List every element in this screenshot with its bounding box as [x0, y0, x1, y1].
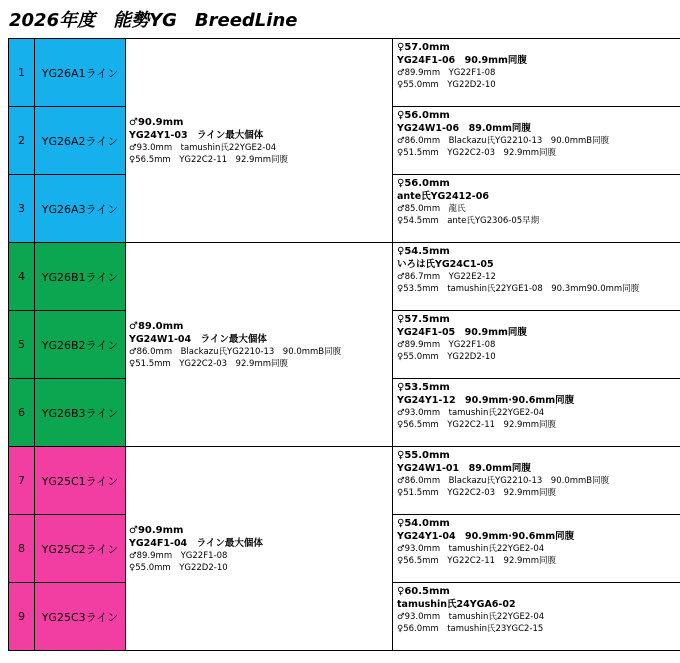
dam-mother: ♀51.5mm YG22C2-03 92.9mm同腹 — [397, 488, 557, 498]
dam-id: いろは氏YG24C1-05 — [397, 259, 494, 270]
breedline-table — [8, 38, 680, 651]
sire-mother: ♀55.0mm YG22D2-10 — [129, 562, 228, 573]
sire-mother: ♀56.5mm YG22C2-11 92.9mm同腹 — [129, 154, 289, 165]
sire-cell — [126, 243, 393, 447]
line-name: YG25C3ライン — [35, 583, 126, 651]
dam-cell — [393, 175, 680, 243]
sire-id: YG24F1-04 ライン最大個体 — [129, 537, 263, 549]
line-name: YG26A2ライン — [35, 107, 126, 175]
line-name: YG26B2ライン — [35, 311, 126, 379]
sire-cell — [126, 39, 393, 243]
dam-size: ♀53.5mm — [397, 382, 450, 393]
line-number: 5 — [9, 311, 35, 379]
dam-father: ♂93.0mm tamushin氏22YGE2-04 — [397, 612, 545, 622]
dam-mother: ♀54.5mm ante氏YG2306-05早期 — [397, 216, 540, 226]
dam-father: ♂86.0mm Blackazu氏YG2210-13 90.0mmB同腹 — [397, 136, 610, 146]
dam-father: ♂93.0mm tamushin氏22YGE2-04 — [397, 408, 545, 418]
dam-size: ♀55.0mm — [397, 450, 450, 461]
sire-father: ♂86.0mm Blackazu氏YG2210-13 90.0mmB同腹 — [129, 346, 342, 357]
sire-mother: ♀51.5mm YG22C2-03 92.9mm同腹 — [129, 358, 289, 369]
dam-cell — [393, 515, 680, 583]
sire-size: ♂89.0mm — [129, 320, 184, 332]
line-number: 6 — [9, 379, 35, 447]
line-number: 7 — [9, 447, 35, 515]
line-number: 4 — [9, 243, 35, 311]
line-name: YG26A1ライン — [35, 39, 126, 107]
dam-father: ♂86.0mm Blackazu氏YG2210-13 90.0mmB同腹 — [397, 476, 610, 486]
dam-mother: ♀55.0mm YG22D2-10 — [397, 80, 496, 90]
dam-id: YG24F1-06 90.9mm同腹 — [397, 55, 527, 66]
table-row — [9, 243, 680, 311]
line-number: 9 — [9, 583, 35, 651]
dam-id: YG24Y1-12 90.9mm·90.6mm同腹 — [397, 395, 575, 406]
line-number: 3 — [9, 175, 35, 243]
sire-id: YG24Y1-03 ライン最大個体 — [129, 129, 264, 141]
dam-cell — [393, 243, 680, 311]
dam-mother: ♀56.5mm YG22C2-11 92.9mm同腹 — [397, 420, 557, 430]
dam-id: tamushin氏24YGA6-02 — [397, 599, 516, 610]
line-number: 8 — [9, 515, 35, 583]
table-row — [9, 39, 680, 107]
dam-mother: ♀56.5mm YG22C2-11 92.9mm同腹 — [397, 556, 557, 566]
table-row — [9, 447, 680, 515]
sire-father: ♂93.0mm tamushin氏22YGE2-04 — [129, 142, 277, 153]
dam-father: ♂89.9mm YG22F1-08 — [397, 340, 496, 350]
dam-size: ♀57.5mm — [397, 314, 450, 325]
dam-size: ♀60.5mm — [397, 586, 450, 597]
line-name: YG26A3ライン — [35, 175, 126, 243]
dam-size: ♀54.5mm — [397, 246, 450, 257]
dam-size: ♀56.0mm — [397, 110, 450, 121]
dam-mother: ♀53.5mm tamushin氏22YGE1-08 90.3mm90.0mm同腹 — [397, 284, 640, 294]
dam-mother: ♀51.5mm YG22C2-03 92.9mm同腹 — [397, 148, 557, 158]
line-name: YG26B1ライン — [35, 243, 126, 311]
dam-cell — [393, 379, 680, 447]
dam-size: ♀54.0mm — [397, 518, 450, 529]
dam-mother: ♀55.0mm YG22D2-10 — [397, 352, 496, 362]
sire-size: ♂90.9mm — [129, 524, 184, 536]
dam-id: YG24F1-05 90.9mm同腹 — [397, 327, 527, 338]
line-name: YG26B3ライン — [35, 379, 126, 447]
line-name: YG25C2ライン — [35, 515, 126, 583]
dam-size: ♀57.0mm — [397, 42, 450, 53]
dam-cell — [393, 39, 680, 107]
dam-cell — [393, 583, 680, 651]
sire-cell — [126, 447, 393, 651]
dam-id: YG24W1-01 89.0mm同腹 — [397, 463, 531, 474]
dam-cell — [393, 107, 680, 175]
dam-id: ante氏YG2412-06 — [397, 191, 489, 202]
sire-father: ♂89.9mm YG22F1-08 — [129, 550, 228, 561]
dam-father: ♂86.7mm YG22E2-12 — [397, 272, 496, 282]
page-title: 2026年度 能勢YG BreedLine — [9, 10, 298, 31]
dam-size: ♀56.0mm — [397, 178, 450, 189]
dam-father: ♂89.9mm YG22F1-08 — [397, 68, 496, 78]
dam-mother: ♀56.0mm tamushin氏23YGC2-15 — [397, 624, 544, 634]
sire-size: ♂90.9mm — [129, 116, 184, 128]
line-name: YG25C1ライン — [35, 447, 126, 515]
dam-father: ♂85.0mm 龍氏 — [397, 204, 466, 214]
sire-id: YG24W1-04 ライン最大個体 — [129, 333, 267, 345]
line-number: 2 — [9, 107, 35, 175]
dam-id: YG24W1-06 89.0mm同腹 — [397, 123, 531, 134]
dam-cell — [393, 447, 680, 515]
dam-father: ♂93.0mm tamushin氏22YGE2-04 — [397, 544, 545, 554]
line-number: 1 — [9, 39, 35, 107]
dam-id: YG24Y1-04 90.9mm·90.6mm同腹 — [397, 531, 575, 542]
dam-cell — [393, 311, 680, 379]
